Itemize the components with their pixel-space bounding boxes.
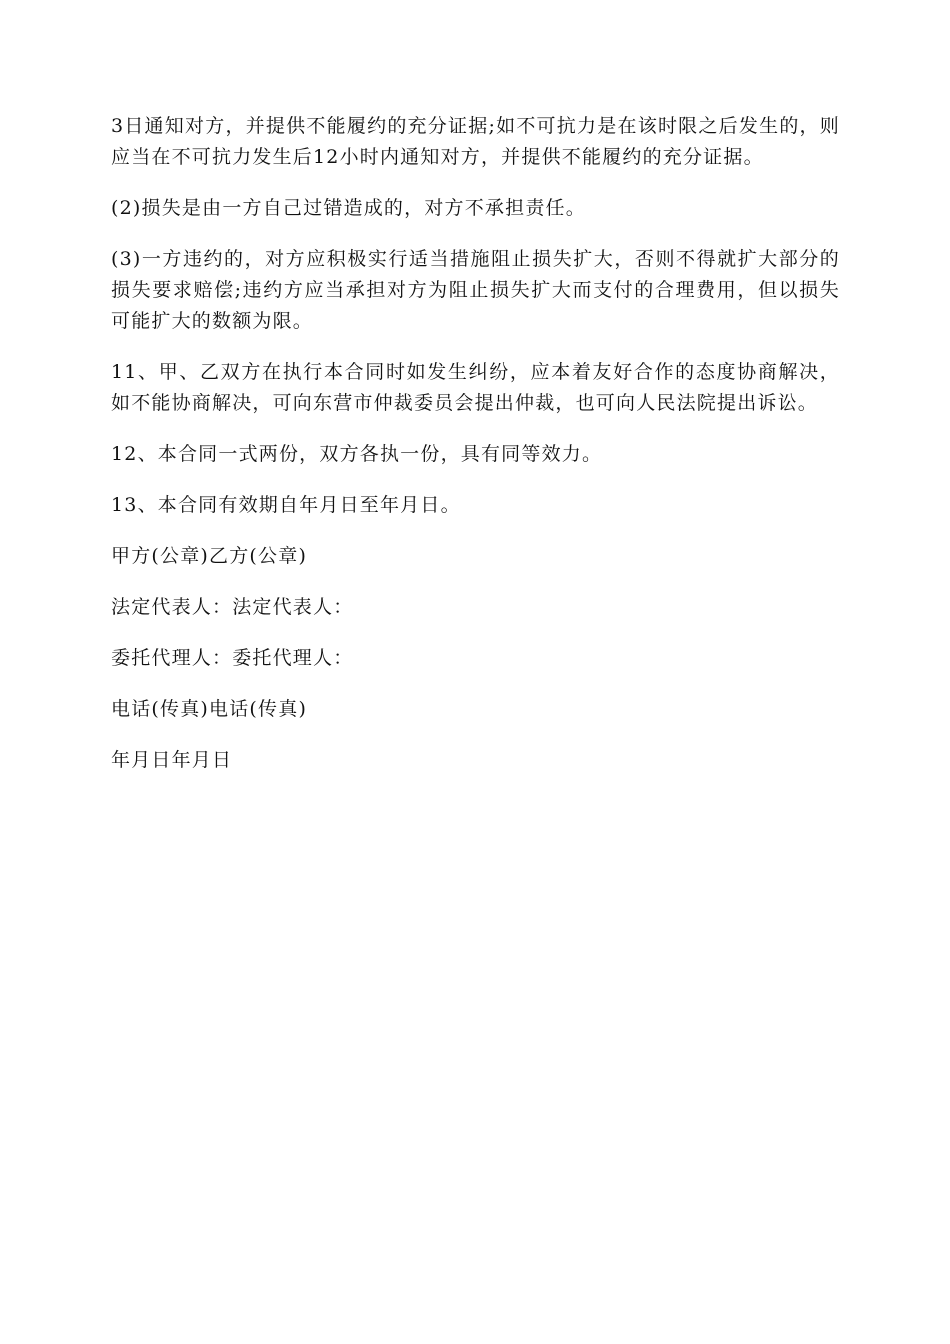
paragraph-clause-12: 12、本合同一式两份，双方各执一份，具有同等效力。 xyxy=(111,443,603,465)
paragraph-clause-11: 11、甲、乙双方在执行本合同时如发生纠纷，应本着友好合作的态度协商解决，如不能协商解决，可向东营市仲裁委员会提出仲裁，也可向人民法院提出诉讼。 xyxy=(111,361,840,414)
date-line: 年月日年月日 xyxy=(111,749,233,771)
legal-representative-line: 法定代表人：法定代表人： xyxy=(111,596,354,618)
document-body xyxy=(111,111,840,796)
signature-seal-line: 甲方(公章)乙方(公章) xyxy=(111,545,308,567)
phone-fax-line: 电话(传真)电话(传真) xyxy=(111,698,308,720)
paragraph-clause-3: (3)一方违约的，对方应积极实行适当措施阻止损失扩大，否则不得就扩大部分的损失要求赔偿;违约方应当承担对方为阻止损失扩大而支付的合理费用，但以损失可能扩大的数额为限。 xyxy=(111,248,840,332)
authorized-agent-line: 委托代理人：委托代理人： xyxy=(111,647,354,669)
paragraph-clause-2: (2)损失是由一方自己过错造成的，对方不承担责任。 xyxy=(111,197,586,219)
paragraph-clause-13: 13、本合同有效期自年月日至年月日。 xyxy=(111,494,461,516)
paragraph-notice-evidence: 3日通知对方，并提供不能履约的充分证据;如不可抗力是在该时限之后发生的，则应当在不可抗力发生后12小时内通知对方，并提供不能履约的充分证据。 xyxy=(111,115,840,168)
